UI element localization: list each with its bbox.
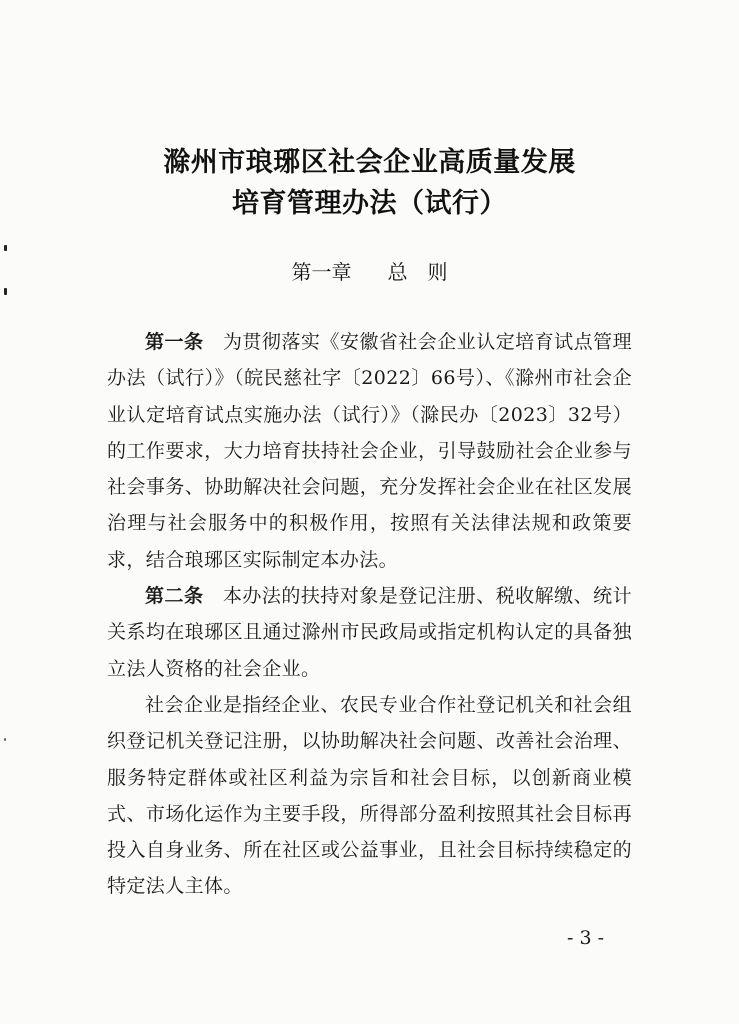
document-title-line2: 培育管理办法（试行） — [232, 188, 507, 219]
chapter-name: 总 则 — [387, 260, 448, 284]
chapter-heading — [0, 258, 739, 286]
article-2 — [107, 578, 632, 687]
article-2-label: 第二条 — [145, 585, 204, 608]
paragraph-3-text: 社会企业是指经企业、农民专业合作社登记机关和社会组织登记机关登记注册，以协助解决社会问题、改善社会治理、服务特定群体或社区利益为宗旨和社会目标，以创新商业模式、市场化运作为主要手段，所得部分盈利按照其社会目标再投入自身业务、所在社区或公益事业，且社会目标持续稳定的特定法人主体。 — [107, 693, 632, 898]
article-1-label: 第一条 — [145, 331, 204, 353]
article-1-text: 为贯彻落实《安徽省社会企业认定培育试点管理办法（试行）》（皖民慈社字〔2022〕66号）、《滁州市社会企业认定培育试点实施办法（试行）》（滁民办〔2023〕32号）的工作要求，大力培育扶持社会企业，引导鼓励社会企业参与社会事务、协助解决社会问题，充分发挥社会企业在社区发展治理与社会服务中的积极作用，按照有关法律法规和政策要求，结合琅琊区实际制定本办法。 — [107, 331, 632, 571]
article-2-text: 本办法的扶持对象是登记注册、税收解缴、统计关系均在琅琊区且通过滁州市民政局或指定机构认定的具备独立法人资格的社会企业。 — [107, 585, 632, 680]
document-body — [107, 324, 632, 905]
scan-mark — [4, 288, 7, 295]
chapter-number: 第一章 — [291, 260, 352, 284]
document-title-line1: 滁州市琅琊区社会企业高质量发展 — [163, 147, 576, 178]
page-number: - 3 - — [567, 927, 605, 949]
article-1 — [107, 324, 632, 578]
scan-mark — [4, 738, 6, 741]
paragraph-3 — [107, 687, 632, 905]
scan-mark — [4, 245, 7, 251]
